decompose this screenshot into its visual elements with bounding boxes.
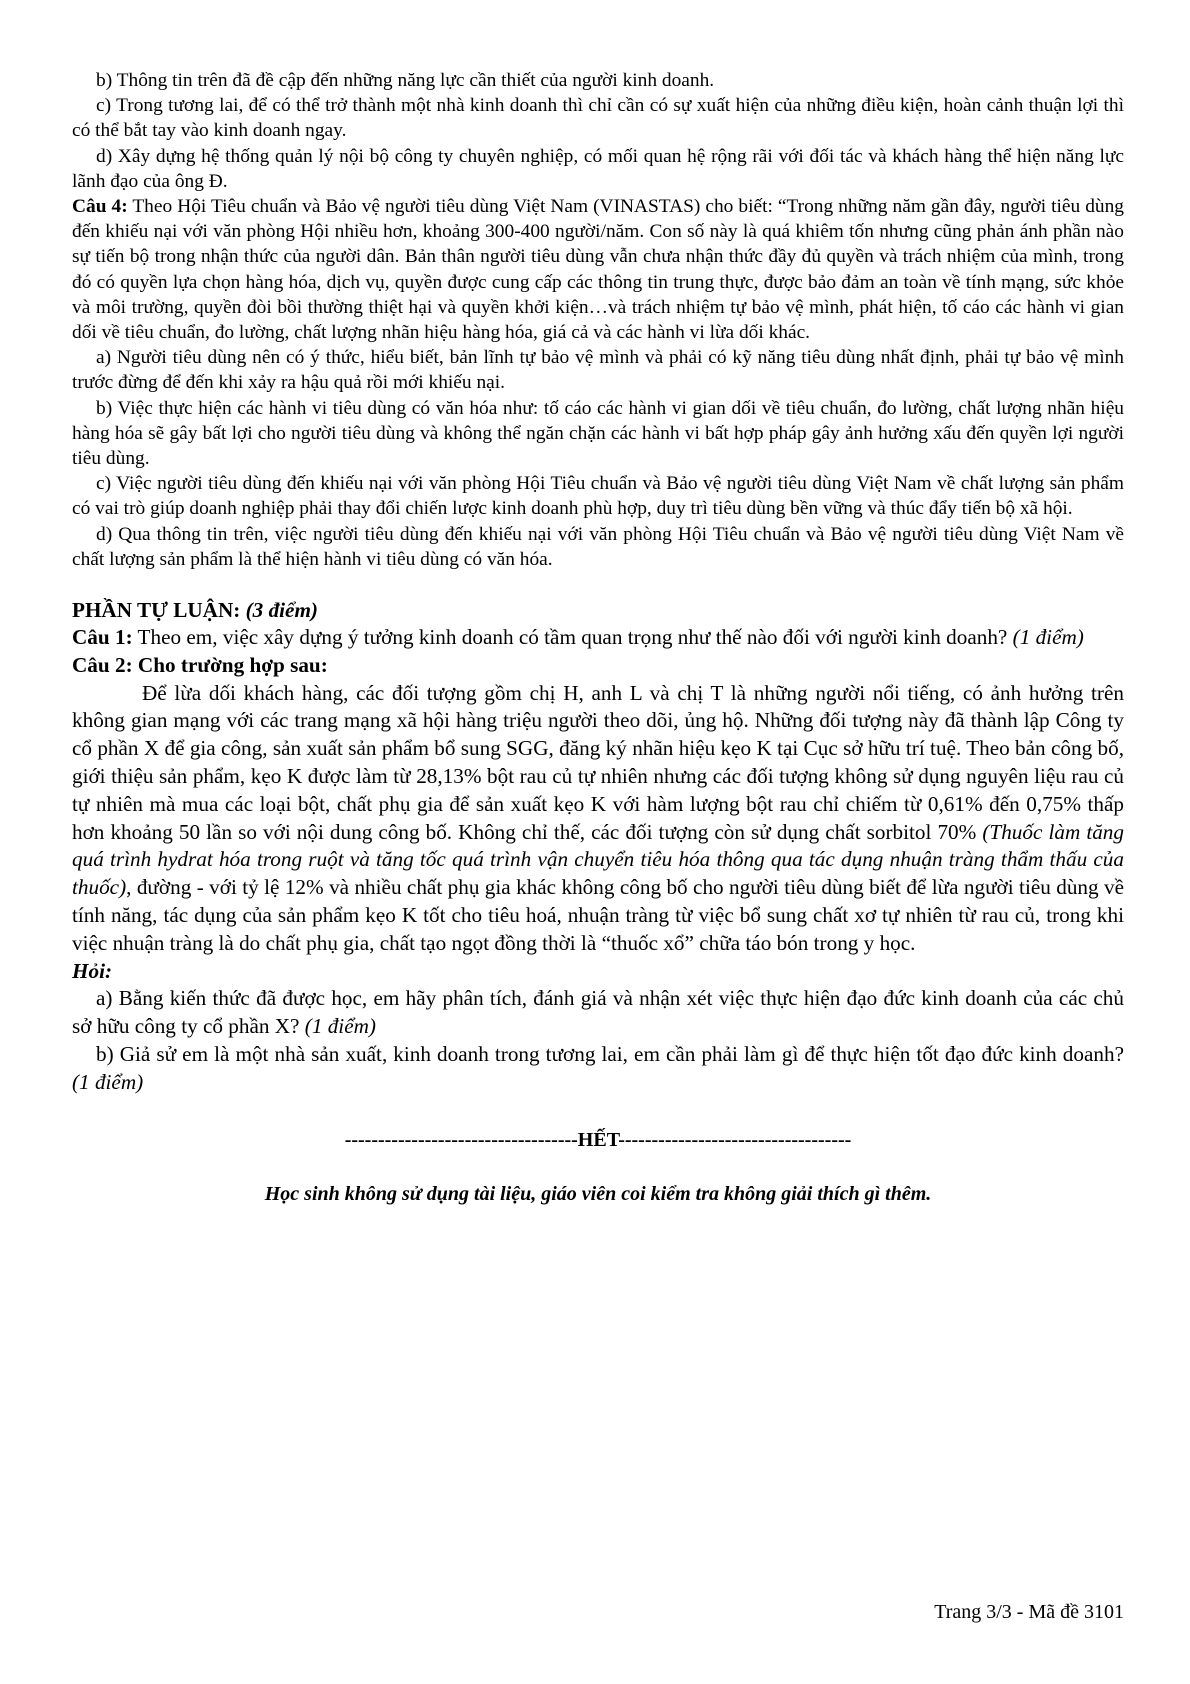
essay-q1-label: Câu 1: — [72, 625, 133, 650]
essay-title-text: PHẦN TỰ LUẬN: — [72, 598, 241, 623]
section-gap — [72, 572, 1124, 596]
essay-ask-b-text: b) Giả sử em là một nhà sản xuất, kinh doanh trong tương lai, em cần phải làm gì để thực hiện tốt đạo đức kinh doanh? — [96, 1042, 1124, 1067]
essay-q1-text: Theo em, việc xây dựng ý tưởng kinh doanh có tầm quan trọng như thế nào đối với người kinh doanh? — [132, 625, 1013, 650]
essay-q2-label-line — [72, 652, 1124, 680]
q4-option-b: b) Việc thực hiện các hành vi tiêu dùng có văn hóa như: tố cáo các hành vi gian dối về tiêu chuẩn, đo lường, chất lượng nhãn hiệu hàng hóa sẽ gây bất lợi cho người tiêu dùng và không thể ngăn chặn các hành vi bất hợp pháp gây ảnh hưởng xấu đến quyền lợi người tiêu dùng. — [72, 397, 1124, 470]
essay-q2-label: Câu 2: Cho trường hợp sau: — [72, 652, 328, 677]
essay-ask-a-text: a) Bằng kiến thức đã được học, em hãy phân tích, đánh giá và nhận xét việc thực hiện đạo đức kinh doanh của các chủ sở hữu công ty cổ phần X? — [72, 986, 1124, 1039]
q4-text: Theo Hội Tiêu chuẩn và Bảo vệ người tiêu dùng Việt Nam (VINASTAS) cho biết: “Trong những năm gần đây, người tiêu dùng đến khiếu nại với văn phòng Hội nhiều hơn, khoảng 300-400 người/năm. Con số này là quá khiêm tốn nhưng cũng phản ánh phần nào sự tiến bộ trong nhận thức của người dân. Bản thân người tiêu dùng vẫn chưa nhận thức đầy đủ quyền và trách nhiệm của mình, trong đó có quyền lựa chọn hàng hóa, dịch vụ, quyền được cung cấp các thông tin trung thực, được bảo đảm an toàn về tính mạng, sức khỏe và môi trường, quyền đòi bồi thường thiệt hại và quyền khởi kiện…và trách nhiệm tự bảo vệ mình, phát hiện, tố cáo các hành vi gian dối về tiêu chuẩn, đo lường, chất lượng nhãn hiệu hàng hóa, giá cả và các hành vi lừa dối khác. — [72, 196, 1124, 344]
essay-q2-text-italic: (Thuốc làm tăng quá trình hydrat hóa trong ruột và tăng tốc quá trình vận chuyển tiêu hóa thông qua tác dụng nhuận tràng thẩm thấu của thuốc) — [72, 819, 1124, 900]
essay-q2-text-2: , đường - với tỷ lệ 12% và nhiều chất phụ gia khác không công bố cho người tiêu dùng biết để lừa người tiêu dùng về tính năng, tác dụng của sản phẩm kẹo K tốt cho tiêu hoá, nhuận tràng từ việc bổ sung chất xơ tự nhiên từ rau củ, trong khi việc nhuận tràng là do chất phụ gia, chất tạo ngọt đồng thời là “thuốc xổ” chữa táo bón trong y học. — [72, 875, 1124, 955]
q3-option-c: c) Trong tương lai, để có thể trở thành một nhà kinh doanh thì chỉ cần có sự xuất hiện của những điều kiện, hoàn cảnh thuận lợi thì có thể bắt tay vào kinh doanh ngay. — [72, 95, 1124, 142]
q4-option-a: a) Người tiêu dùng nên có ý thức, hiểu biết, bản lĩnh tự bảo vệ mình và phải có kỹ năng tiêu dùng nhất định, phải tự bảo vệ mình trước đừng để đến khi xảy ra hậu quả rồi mới khiếu nại. — [72, 347, 1124, 394]
end-marker: -----------------------------------HẾT----------------------------------- — [344, 1128, 852, 1151]
exam-page — [72, 68, 1124, 1207]
essay-ask-label-line — [72, 958, 1124, 986]
q4-stem — [72, 194, 1124, 345]
exam-note: Học sinh không sử dụng tài liệu, giáo viên coi kiểm tra không giải thích gì thêm. — [264, 1182, 932, 1205]
essay-ask-label: Hỏi: — [72, 958, 113, 983]
q4-option-d: d) Qua thông tin trên, việc người tiêu dùng đến khiếu nại với văn phòng Hội Tiêu chuẩn và Bảo vệ người tiêu dùng Việt Nam về chất lượng sản phẩm là thể hiện hành vi tiêu dùng có văn hóa. — [72, 523, 1124, 570]
q3-option-b: b) Thông tin trên đã đề cập đến những năng lực cần thiết của người kinh doanh. — [96, 70, 715, 91]
q4-label: Câu 4: — [72, 196, 128, 218]
essay-section-title — [72, 596, 1124, 624]
q3-option-d: d) Xây dựng hệ thống quản lý nội bộ công ty chuyên nghiệp, có mối quan hệ rộng rãi với đối tác và khách hàng thể hiện năng lực lãnh đạo của ông Đ. — [72, 145, 1124, 192]
essay-ask-b-points: (1 điểm) — [72, 1069, 144, 1094]
page-footer: Trang 3/3 - Mã đề 3101 — [934, 1601, 1124, 1623]
essay-ask-a-points: (1 điểm) — [304, 1014, 376, 1039]
essay-title-points: (3 điểm) — [240, 598, 318, 623]
essay-q2-case — [72, 680, 1124, 958]
essay-q2-text-1: Để lừa dối khách hàng, các đối tượng gồm chị H, anh L và chị T là những người nổi tiếng, có ảnh hưởng trên không gian mạng với các trang mạng xã hội hàng triệu người theo dõi, ủng hộ. Những đối tượng này đã thành lập Công ty cổ phần X để gia công, sản xuất sản phẩm bổ sung SGG, đăng ký nhãn hiệu kẹo K tại Cục sở hữu trí tuệ. Theo bản công bố, giới thiệu sản phẩm, kẹo K được làm từ 28,13% bột rau củ tự nhiên nhưng các đối tượng không sử dụng nguyên liệu rau củ tự nhiên mà mua các loại bột, chất phụ gia để sản xuất kẹo K với hàm lượng bột rau chỉ chiếm từ 0,61% đến 0,75% thấp hơn khoảng 50 lần so với nội dung công bố. Không chỉ thế, các đối tượng còn sử dụng chất sorbitol 70% — [72, 680, 1124, 844]
essay-ask-b — [72, 1041, 1124, 1097]
essay-ask-a — [72, 985, 1124, 1041]
q4-option-c: c) Việc người tiêu dùng đến khiếu nại với văn phòng Hội Tiêu chuẩn và Bảo vệ người tiêu dùng Việt Nam về chất lượng sản phẩm có vai trò giúp doanh nghiệp phải thay đổi chiến lược kinh doanh phù hợp, duy trì tiêu dùng bền vững và thúc đẩy tiến bộ xã hội. — [72, 473, 1124, 520]
essay-q1 — [72, 624, 1124, 652]
essay-q1-points: (1 điểm) — [1012, 625, 1084, 650]
